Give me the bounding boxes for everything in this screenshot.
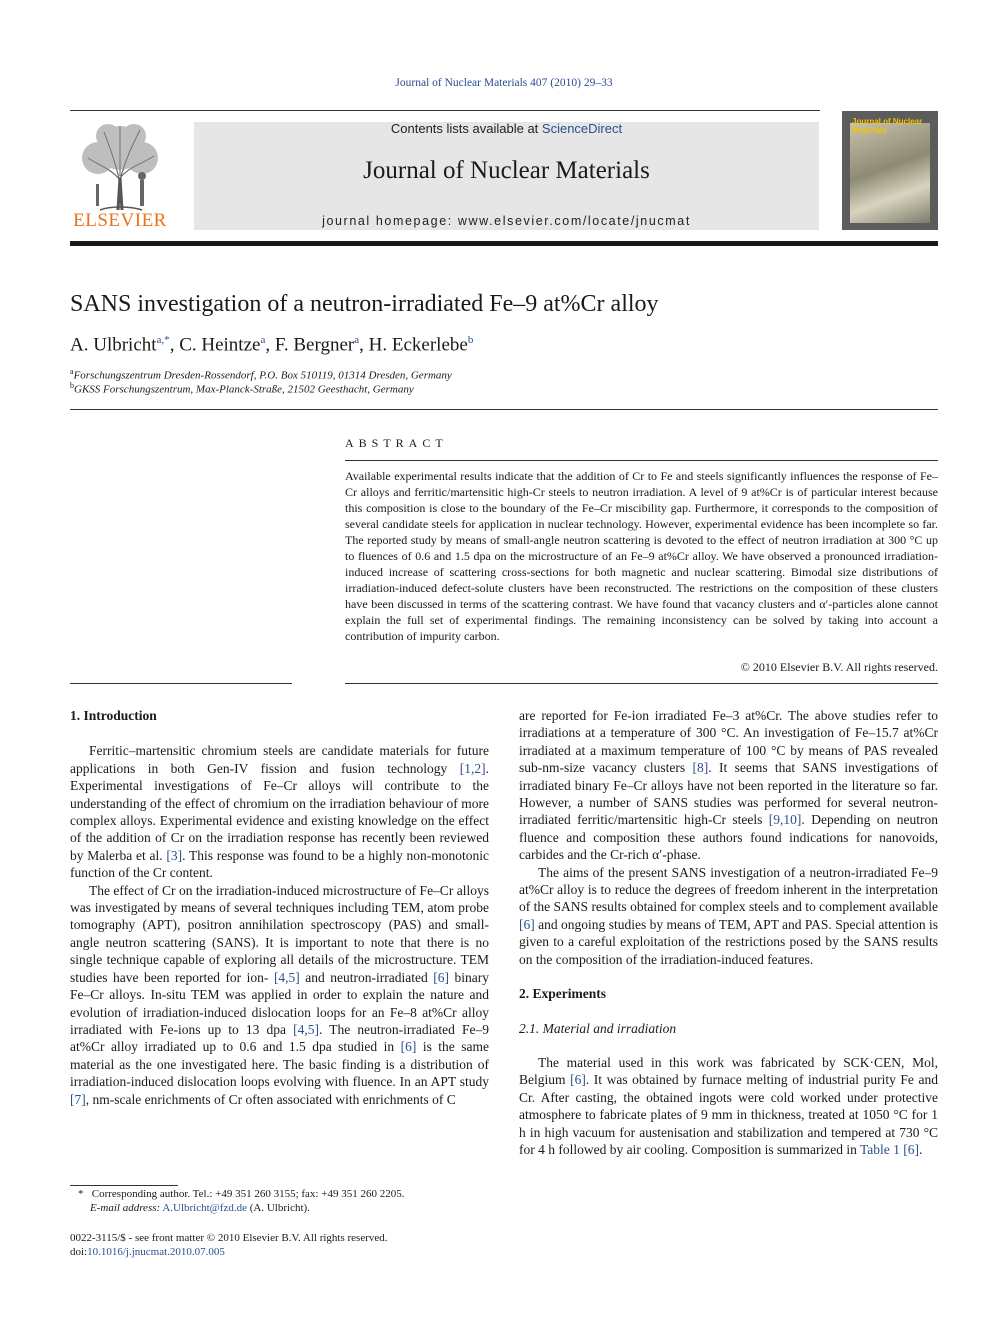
subsection-heading: 2.1. Material and irradiation <box>519 1020 677 1036</box>
contents-prefix: Contents lists available at <box>390 121 542 136</box>
abstract-end-rule <box>70 683 292 684</box>
publisher-name: ELSEVIER <box>73 210 167 231</box>
sciencedirect-link[interactable]: ScienceDirect <box>541 121 623 136</box>
article-title: SANS investigation of a neutron-irradiated Fe–9 at%Cr alloy <box>70 291 659 317</box>
citation-link[interactable]: [9,10] <box>768 812 802 828</box>
author-name: A. Ulbricht <box>70 334 157 356</box>
citation-link[interactable]: [3] <box>166 847 183 863</box>
citation-link[interactable]: [4,5] <box>273 969 300 985</box>
citation-link[interactable]: [6] <box>433 969 450 985</box>
abstract-rule <box>345 460 938 461</box>
citation-link[interactable]: [6] <box>570 1072 586 1088</box>
footnote-rule <box>70 1185 178 1186</box>
section-rule <box>70 409 938 410</box>
affiliation: $^a$Forschungszentrum Dresden-Rossendorf, P.O. Box 510119, 01314 Dresden, Germany <box>70 367 452 382</box>
paragraph: The material used in this work was fabricated by SCK·CEN, Mol, Belgium [6]. It was obtained by furnace melting of industrial purity Fe and Cr. After casting, the obtained ingots were cold worked under protective atmosphere to fabricate plates of 9 mm in thickness, treated at 1050 °C for 1 h in high vacuum for austenisation and stabilization and tempered at 730 °C for 4 h followed by air cooling. Composition is summarized in Table 1 [6]. <box>519 1054 938 1157</box>
journal-homepage[interactable]: journal homepage: www.elsevier.com/locate/jnucmat <box>322 214 691 228</box>
header-rule <box>70 110 820 111</box>
author-name: C. Heintze <box>179 334 261 356</box>
author-affil-mark[interactable]: a <box>354 334 360 346</box>
corresponding-author-footnote: * Corresponding author. Tel.: +49 351 260 3155; fax: +49 351 260 2205. E-mail address: A.Ulbricht@fzd.de (A. Ulbricht). <box>78 1188 405 1214</box>
citation-link[interactable]: [7] <box>70 1091 86 1107</box>
journal-citation[interactable]: Journal of Nuclear Materials 407 (2010) 29–33 <box>395 77 613 89</box>
author-affil-mark[interactable]: b <box>467 334 474 346</box>
citation-link[interactable]: [6] <box>903 1141 920 1157</box>
header-thick-rule <box>70 241 938 246</box>
citation-link[interactable]: [1,2] <box>459 760 486 776</box>
cover-title: Journal of Nuclear Materials <box>852 117 923 135</box>
citation-link[interactable]: [8] <box>692 760 709 776</box>
section-heading: 2. Experiments <box>519 986 606 1002</box>
email-label: E-mail address: <box>90 1202 161 1214</box>
body-column-right <box>519 707 938 1158</box>
paragraph: The effect of Cr on the irradiation-induced microstructure of Fe–Cr alloys was investigated by means of several techniques including TEM, atom probe tomography (APT), positron annihilation spectroscopy (PAS) and small-angle neutron scattering (SANS). It is important to note that there is no single technique capable of exploring all details of the microstructure. TEM studies have been reported for ion- [4,5] and neutron-irradiated [6] binary Fe–Cr alloys. In-situ TEM was applied in order to explain the nature and evolution of irradiation-induced dislocation loops for an Fe–8 at%Cr alloy irradiated with Fe-ions up to 13 dpa [4,5]. The neutron-irradiated Fe–9 at%Cr alloy irradiated up to 0.6 and 1.5 dpa studied in [6] is the same material as the one investigated here. The basic finding is a distribution of irradiation-induced dislocation loops evolving with fluence. In an APT study [7], nm-scale enrichments of Cr often associated with enrichments of C <box>70 882 490 1107</box>
paragraph: The aims of the present SANS investigation of a neutron-irradiated Fe–9 at%Cr alloy is to reduce the degrees of freedom inherent in the interpretation of the SANS results obtained for complex steels and to complement available [6] and ongoing studies by means of TEM, APT and PAS. Special attention is given to a careful exploitation of the restrictions posed by the SANS results on the composition of the irradiation-induced features. <box>519 864 938 967</box>
abstract-copyright: © 2010 Elsevier B.V. All rights reserved. <box>740 660 938 674</box>
contents-line <box>194 121 819 136</box>
citation-link[interactable]: [6] <box>400 1039 417 1055</box>
table-link[interactable]: Table 1 <box>859 1141 900 1157</box>
abstract-end-rule <box>345 683 938 684</box>
author-affil-mark[interactable]: a,* <box>156 334 170 346</box>
author-list: A. Ulbricht$^{a,*}$, C. Heintze$^a$, F. Bergner$^a$, H. Eckerlebe$^b$ <box>70 334 474 356</box>
doi-label: doi: <box>70 1246 88 1258</box>
email-link[interactable]: A.Ulbricht@fzd.de <box>162 1202 247 1214</box>
paragraph: are reported for Fe-ion irradiated Fe–3 at%Cr. The above studies refer to irradiations at a temperature of 300 °C. An investigation of Fe–15.7 at%Cr irradiated at a maximum temperature of 100 °C by means of PAS revealed sub-nm-size vacancy clusters [8]. It seems that SANS investigations of irradiated binary Fe–Cr alloys have not been reported in the literature so far. However, a number of SANS studies was performed for several neutron-irradiated ferritic/martensitic high-Cr steels [9,10]. Depending on neutron fluence and composition these authors found indications for nanovoids, carbides and the Cr-rich α′-phase. <box>519 708 938 863</box>
section-heading: 1. Introduction <box>70 708 157 723</box>
journal-cover-thumbnail <box>842 111 938 230</box>
doi-link[interactable]: 10.1016/j.jnucmat.2010.07.005 <box>87 1246 225 1258</box>
cover-image <box>850 123 930 223</box>
journal-title: Journal of Nuclear Materials <box>363 157 650 184</box>
abstract-text: Available experimental results indicate that the addition of Cr to Fe and steels significantly influences the response of Fe–Cr alloys and ferritic/martensitic high-Cr steels to neutron irradiation. A level of 9 at%Cr is of particular interest because this composition is close to the boundary of the Fe–Cr miscibility gap. Furthermore, it corresponds to the composition of several candidate steels for application in nuclear technology. However, experimental evidence has been incomplete so far. The reported study by means of small-angle neutron scattering is devoted to the effect of neutron irradiation at 300 °C up to fluences of 0.6 and 1.5 dpa on the microstructure of an Fe–9 at%Cr alloy. We have observed a pronounced irradiation-induced increase of scattering cross-sections for both magnetic and nuclear scattering. Bimodal size distributions of irradiation-induced defect-solute clusters have been reconstructed. The restrictions on the composition of these clusters have been discussed in terms of the scattering contrast. We have found that vacancy clusters and α′-particles alone cannot explain the full set of experimental findings. The remaining inconsistency can be solved by taking into account a contribution of impurity carbon. <box>345 469 938 643</box>
footnote-mark: * <box>78 1188 84 1200</box>
paragraph: Ferritic–martensitic chromium steels are candidate materials for future applications in both Gen-IV fission and fusion technology [1,2]. Experimental investigations of Fe–Cr alloys will contribute to the understanding of the effect of chromium on the irradiation behaviour of more complex alloys. Experimental evidence and existing knowledge on the effect of the addition of Cr on the irradiation response has recently been reviewed by Malerba et al. [3]. This response was found to be a highly non-monotonic function of the Cr content. <box>70 743 489 881</box>
issn-line: 0022-3115/$ - see front matter © 2010 Elsevier B.V. All rights reserved. <box>70 1232 388 1244</box>
author-affil-mark[interactable]: a <box>260 334 266 346</box>
affiliation: $^b$GKSS Forschungszentrum, Max-Planck-Straße, 21502 Geesthacht, Germany <box>70 381 414 396</box>
abstract-heading: ABSTRACT <box>345 436 448 450</box>
author-name: H. Eckerlebe <box>368 334 468 356</box>
body-column-left <box>70 707 489 1108</box>
author-name: F. Bergner <box>274 334 355 356</box>
footnote-contact: Corresponding author. Tel.: +49 351 260 3155; fax: +49 351 260 2205. <box>91 1188 405 1200</box>
citation-link[interactable]: [6] <box>519 916 535 932</box>
citation-link[interactable]: [4,5] <box>293 1021 320 1037</box>
page-footer <box>70 1231 489 1259</box>
